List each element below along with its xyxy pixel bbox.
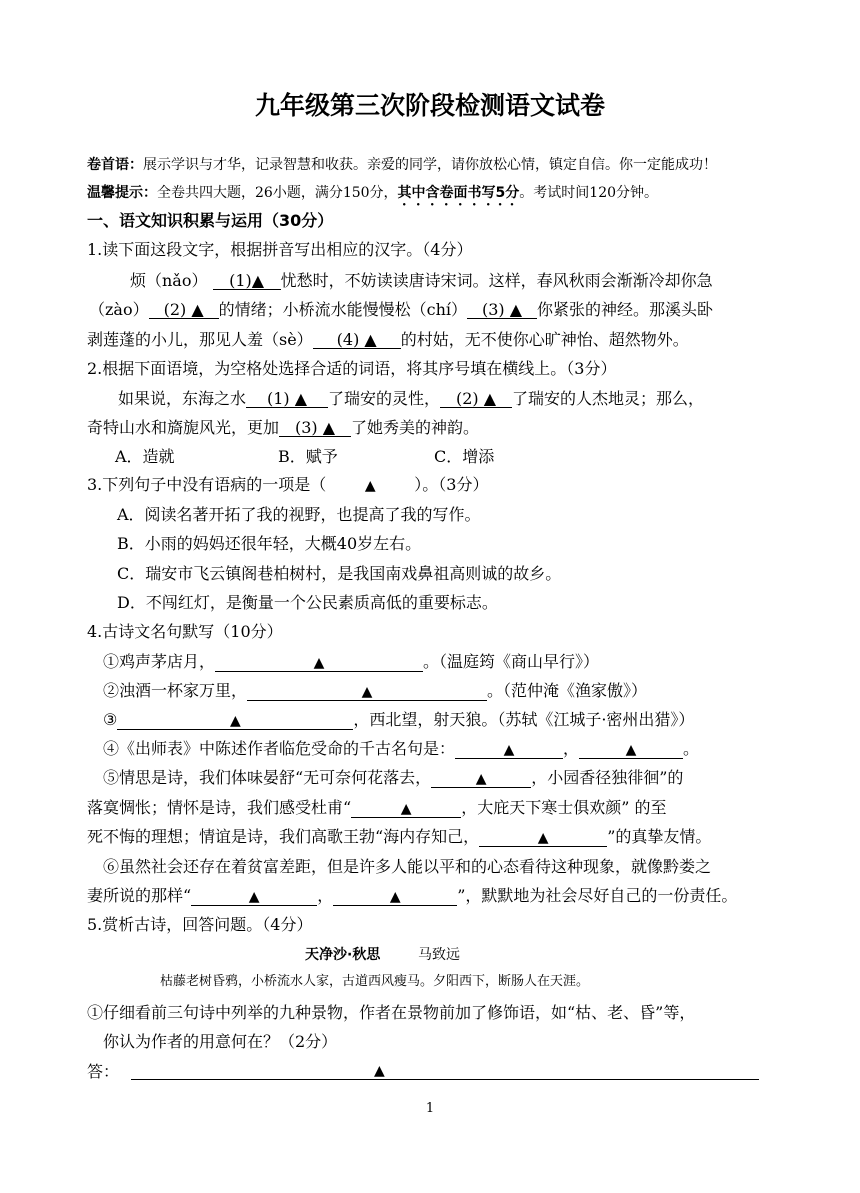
answer-marker: ▲ [374,1063,385,1079]
q1-blank-1[interactable]: (1)▲ [213,271,281,290]
q4-text: 。 [683,739,700,758]
q2-text: 了瑞安的灵性， [328,389,441,408]
q2-blank-1[interactable]: (1) ▲ [246,389,328,408]
q1-stem: 1.读下面这段文字，根据拼音写出相应的汉字。（4分） [87,240,473,259]
poem-author: 马致远 [418,947,460,963]
q2-line1 [118,389,704,409]
notice-text-c: 。考试时间120分钟。 [519,185,659,201]
q3-stem [87,475,488,496]
q4-blank[interactable]: ▲ [579,740,683,759]
q4-text: 妻所说的那样“ [87,886,192,905]
q4-text: 。（范仲淹《渔家傲》） [487,681,648,700]
q2-text: 如果说，东海之水 [118,389,247,408]
q2-option-c: C．增添 [434,447,495,466]
q4-item-5-line3 [87,827,711,847]
q2-text: 奇特山水和旖旎风光，更加 [87,418,280,437]
q4-item-3 [103,710,694,730]
preface-label: 卷首语： [87,157,143,173]
q3-option-b: B．小雨的妈妈还很年轻，大概40岁左右。 [117,534,422,553]
q5-stem: 5.赏析古诗，回答问题。（4分） [87,915,313,934]
q4-text: ”的真挚友情。 [607,827,712,846]
notice [87,183,658,209]
q4-text: ③ [103,710,118,729]
q4-text: ， [317,886,334,905]
q4-text: ⑤情思是诗，我们体味晏舒“无可奈何花落去， [103,768,432,787]
q3-answer-blank[interactable]: ▲ [364,478,376,494]
q1-text: （zào） [89,300,149,319]
q4-text: ②浊酒一杯家万里， [103,681,248,700]
q3-text: 3.下列句子中没有语病的一项是（ [87,475,327,494]
q1-blank-3[interactable]: (3) ▲ [467,300,537,319]
q2-text: 了瑞安的人杰地灵；那么， [512,389,705,408]
notice-text-b: 其中含卷面书写5分 [397,185,520,201]
q4-text: ”，默默地为社会尽好自己的一份责任。 [457,886,738,905]
q4-blank[interactable]: ▲ [215,653,423,672]
q4-text: 落寞惆怅；情怀是诗，我们感受杜甫“ [87,798,352,817]
q4-text: ①鸡声茅店月， [103,652,216,671]
section-heading: 一、语文知识积累与运用（30分） [87,211,334,230]
q4-item-6-line2 [87,886,737,906]
q4-blank[interactable]: ▲ [247,682,487,701]
q1-text: 剥莲蓬的小儿，那见人羞（sè） [87,330,313,349]
q4-blank[interactable]: ▲ [351,799,461,818]
preface [87,155,717,175]
q3-option-d: D．不闯红灯，是衡量一个公民素质高低的重要标志。 [117,593,498,612]
q1-text: 忧愁时，不妨读读唐诗宋词。这样，春风秋雨会渐渐冷却你急 [280,271,713,290]
page-number: 1 [425,1101,435,1116]
q2-option-b: B．赋予 [278,447,338,466]
notice-text-a: 全卷共四大题，26小题，满分150分， [157,185,398,201]
notice-label: 温馨提示： [87,185,157,201]
q2-line2 [87,418,479,438]
q1-text: 烦（nǎo） [130,271,208,290]
q2-text: 了她秀美的神韵。 [351,418,480,437]
poem-text: 枯藤老树昏鸦，小桥流水人家，古道西风瘦马。夕阳西下，断肠人在天涯。 [160,974,590,989]
q4-item-6-line1: ⑥虽然社会还存在着贫富差距，但是许多人能以平和的心态看待这种现象，就像黔娄之 [103,857,712,876]
q3-option-a: A．阅读名著开拓了我的视野，也提高了我的写作。 [117,505,481,524]
q4-text: 。（温庭筠《商山早行》） [423,652,600,671]
q2-blank-2[interactable]: (2) ▲ [440,389,512,408]
answer-line[interactable] [131,1078,759,1080]
q4-item-5-line2 [87,798,666,818]
q4-text: 死不悔的理想；情谊是诗，我们高歌王勃“海内存知己， [87,827,480,846]
q4-item-2 [103,681,647,701]
q4-blank[interactable]: ▲ [333,887,457,906]
q4-blank[interactable]: ▲ [431,769,531,788]
q4-text: ，大庇天下寒士俱欢颜” 的至 [461,798,667,817]
q5-sub1-line1: ①仔细看前三句诗中列举的九种景物，作者在景物前加了修饰语，如“枯、老、昏”等， [87,1003,696,1022]
q4-item-5-line1 [103,768,683,788]
q1-text: 你紧张的神经。那溪头卧 [537,300,714,319]
q1-line2 [89,300,713,320]
q4-text: ，小园香径独徘徊”的 [531,768,684,787]
q2-blank-3[interactable]: (3) ▲ [279,418,351,437]
q4-blank[interactable]: ▲ [455,740,563,759]
answer-label: 答： [87,1062,120,1081]
poem-title: 天净沙·秋思 [305,947,381,963]
q4-blank[interactable]: ▲ [479,828,607,847]
q3-text: ）。（3分） [414,475,489,494]
q4-text: ， [563,739,580,758]
page-title: 九年级第三次阶段检测语文试卷 [254,91,605,120]
q4-stem: 4.古诗文名句默写（10分） [87,622,283,641]
q4-blank[interactable]: ▲ [117,711,353,730]
q1-blank-2[interactable]: (2) ▲ [149,300,219,319]
q4-blank[interactable]: ▲ [191,887,317,906]
preface-text: 展示学识与才华，记录智慧和收获。亲爱的同学，请你放松心情，镇定自信。你一定能成功！ [143,157,717,173]
q5-sub1-line2: 你认为作者的用意何在？（2分） [103,1032,338,1051]
q1-blank-4[interactable]: (4) ▲ [313,330,401,349]
q2-option-a: A．造就 [115,447,175,466]
q1-line3 [87,330,689,350]
q2-stem: 2.根据下面语境，为空格处选择合适的词语，将其序号填在横线上。（3分） [87,359,617,378]
q4-text: ，西北望，射天狼。（苏轼《江城子·密州出猎》） [353,710,695,729]
q4-item-1 [103,652,599,672]
q1-text: 的村姑，无不使你心旷神怡、超然物外。 [400,330,689,349]
q4-item-4 [103,739,699,759]
q4-text: ④《出师表》中陈述作者临危受命的千古名句是： [103,739,456,758]
q1-text: 的情绪；小桥流水能慢慢松（chí） [218,300,467,319]
q3-option-c: C．瑞安市飞云镇阁巷柏树村，是我国南戏鼻祖高则诚的故乡。 [117,564,562,583]
q1-line1 [130,271,713,291]
